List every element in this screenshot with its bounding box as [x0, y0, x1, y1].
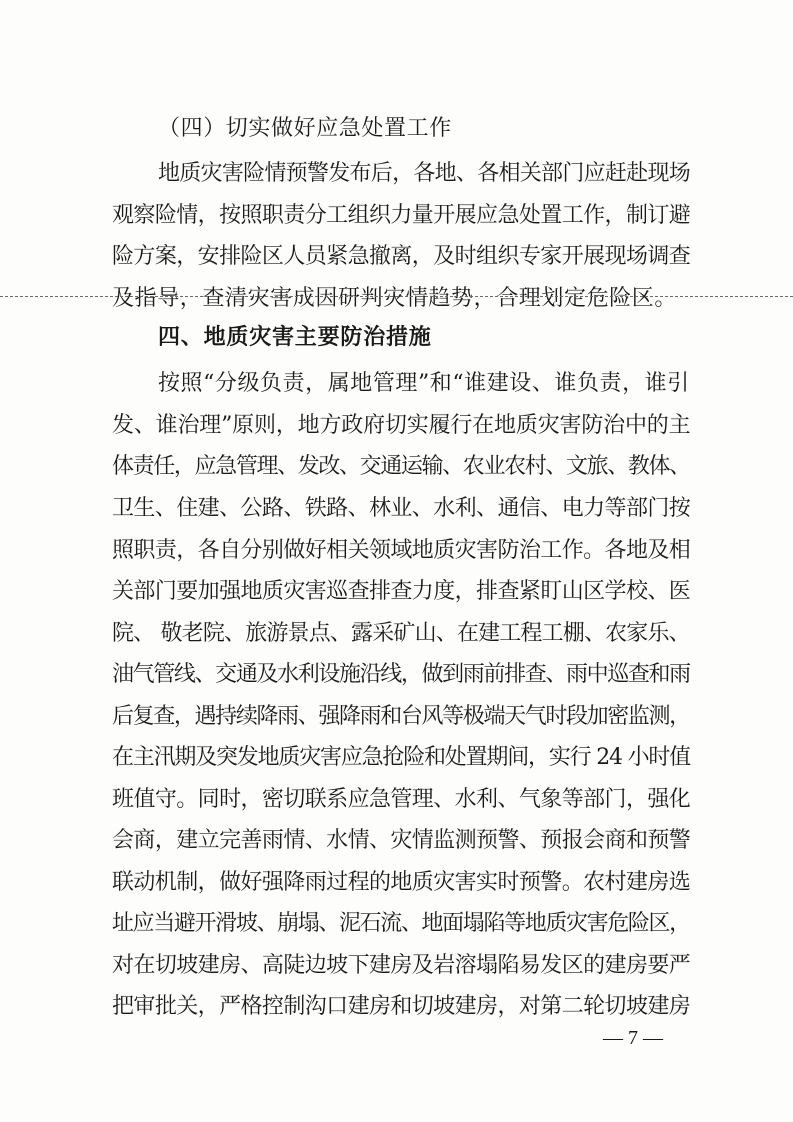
- paragraph-line: 址应当避开滑坡、崩塌、泥石流、地面塌陷等地质灾害危险区，: [112, 911, 690, 936]
- paragraph-line: 发、谁治理”原则，地方政府切实履行在地质灾害防治中的主: [112, 413, 691, 438]
- paragraph-line: 后复查，遇持续降雨、强降雨和台风等极端天气时段加密监测，: [112, 704, 690, 729]
- paragraph-line: 油气管线、交通及水利设施沿线，做到雨前排查、雨中巡查和雨: [112, 662, 690, 687]
- paragraph-line: 照职责，各自分别做好相关领域地质灾害防治工作。各地及相: [112, 538, 691, 563]
- paragraph-line: 关部门要加强地质灾害巡查排查力度，排查紧盯山区学校、医: [112, 579, 691, 604]
- section-heading: （四）切实做好应急处置工作: [158, 116, 452, 141]
- paragraph-line: 体责任，应急管理、发改、交通运输、农业农村、文旅、教体、: [112, 454, 690, 479]
- paragraph-line: 班值守。同时，密切联系应急管理、水利、气象等部门，强化: [112, 787, 691, 812]
- page-number: — 7 —: [603, 1027, 663, 1049]
- paragraph-line: 联动机制，做好强降雨过程的地质灾害实时预警。农村建房选: [112, 870, 691, 895]
- paragraph-line: 按照“分级负责，属地管理”和“谁建设、谁负责，谁引: [158, 371, 690, 396]
- paragraph-line: 卫生、住建、公路、铁路、林业、水利、通信、电力等部门按: [112, 496, 691, 521]
- chapter-heading: 四、地质灾害主要防治措施: [158, 325, 432, 350]
- paragraph-line: 会商，建立完善雨情、水情、灾情监测预警、预报会商和预警: [112, 828, 691, 853]
- paragraph-line: 对在切坡建房、高陡边坡下建房及岩溶塌陷易发区的建房要严: [112, 953, 691, 978]
- paragraph-line: 院、 敬老院、旅游景点、露采矿山、在建工程工棚、农家乐、: [112, 621, 690, 646]
- paragraph-line: 把审批关，严格控制沟口建房和切坡建房，对第二轮切坡建房: [112, 994, 691, 1019]
- paragraph-line: 地质灾害险情预警发布后，各地、各相关部门应赶赴现场: [158, 161, 691, 186]
- paragraph-line: 险方案，安排险区人员紧急撤离，及时组织专家开展现场调查: [112, 244, 691, 269]
- paragraph-line: 在主汛期及突发地质灾害应急抢险和处置期间，实行 24 小时值: [112, 745, 690, 770]
- scan-artifact-line: [0, 296, 793, 297]
- paragraph-line: 及指导，查清灾害成因研判灾情趋势，合理划定危险区。: [112, 286, 678, 311]
- paragraph-line: 观察险情，按照职责分工组织力量开展应急处置工作，制订避: [112, 203, 691, 228]
